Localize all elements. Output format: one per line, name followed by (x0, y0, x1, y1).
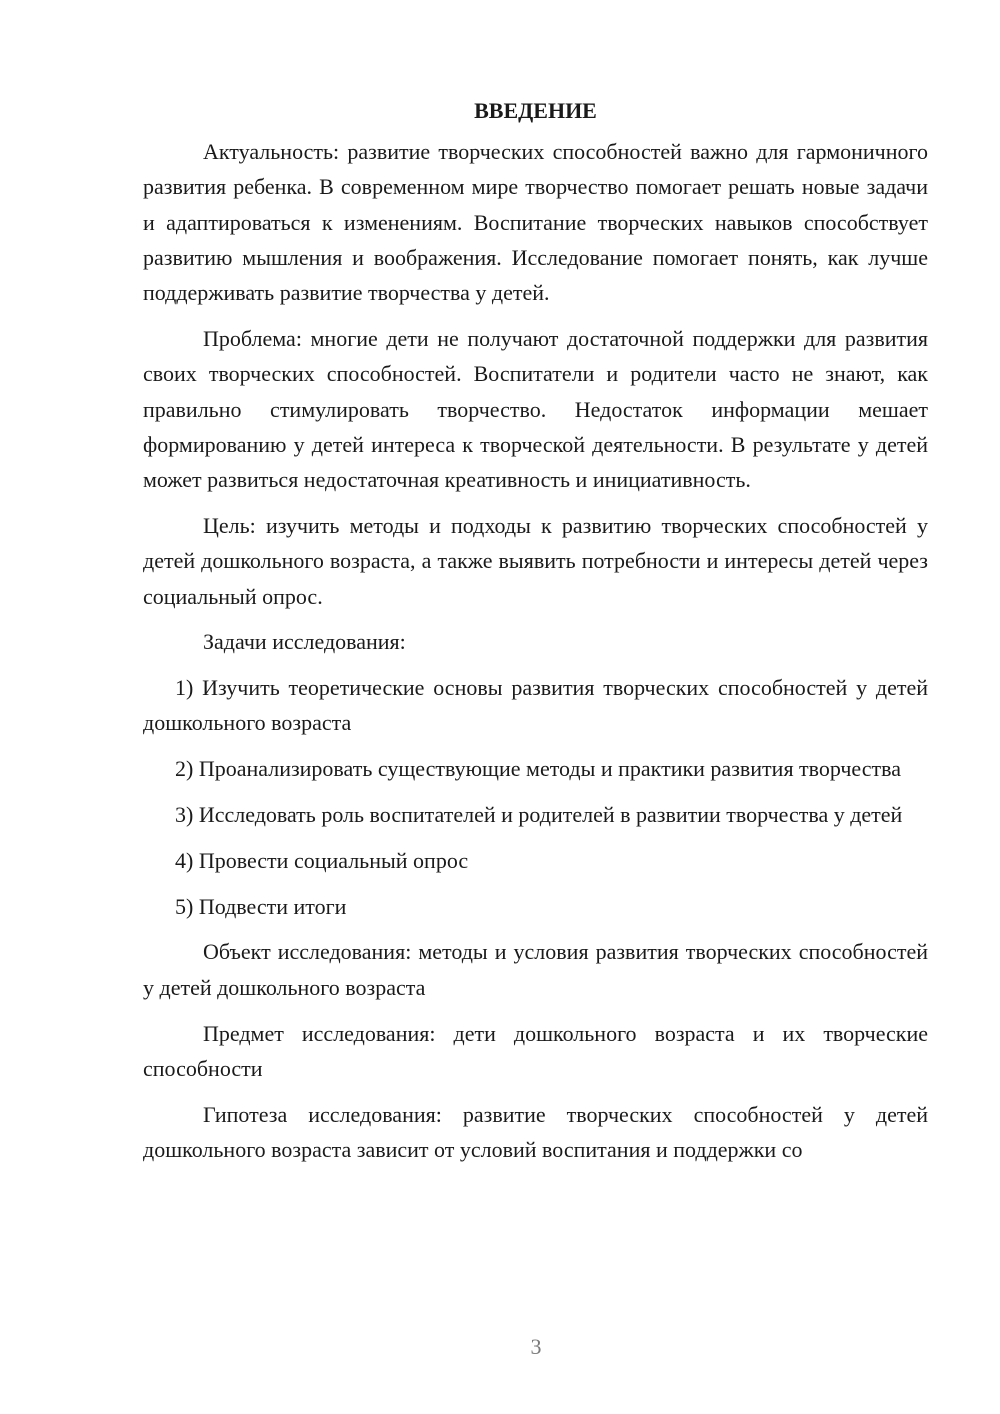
task-item: 1) Изучить теоретические основы развития творческих способностей у детей дошкольного возраста (143, 675, 928, 736)
relevance-paragraph: Актуальность: развитие творческих способностей важно для гармоничного развития ребенка. В современном мире творчество помогает решать новые задачи и адаптироваться к изменениям. Воспитание творческих навыков способствует развитию мышления и воображения. Исследование помогает понять, как лучше поддерживать развитие творчества у детей. (143, 139, 928, 306)
problem-paragraph: Проблема: многие дети не получают достаточной поддержки для развития своих творческих способностей. Воспитатели и родители часто не знают, как правильно стимулировать творчество. Недостаток информации мешает формированию у детей интереса к творческой деятельности. В результате у детей может развиться недостаточная креативность и инициативность. (143, 325, 928, 493)
task-item: 5) Подвести итоги (175, 893, 347, 919)
hypothesis-paragraph: Гипотеза исследования: развитие творческих способностей у детей дошкольного возраста зависит от условий воспитания и поддержки со (143, 1101, 928, 1162)
tasks-heading: Задачи исследования: (203, 629, 406, 655)
page-number: 3 (530, 1334, 542, 1359)
task-item: 3) Исследовать роль воспитателей и родителей в развитии творчества у детей (175, 802, 903, 828)
goal-paragraph: Цель: изучить методы и подходы к развитию творческих способностей у детей дошкольного возраста, а также выявить потребности и интересы детей через социальный опрос. (143, 512, 928, 609)
task-item: 2) Проанализировать существующие методы и практики развития творчества (175, 756, 901, 782)
object-paragraph: Объект исследования: методы и условия развития творческих способностей у детей дошкольного возраста (143, 939, 928, 1000)
section-title: ВВЕДЕНИЕ (474, 98, 597, 123)
subject-paragraph: Предмет исследования: дети дошкольного возраста и их творческие способности (143, 1020, 928, 1081)
task-item: 4) Провести социальный опрос (175, 847, 469, 873)
page-content (143, 94, 928, 1178)
